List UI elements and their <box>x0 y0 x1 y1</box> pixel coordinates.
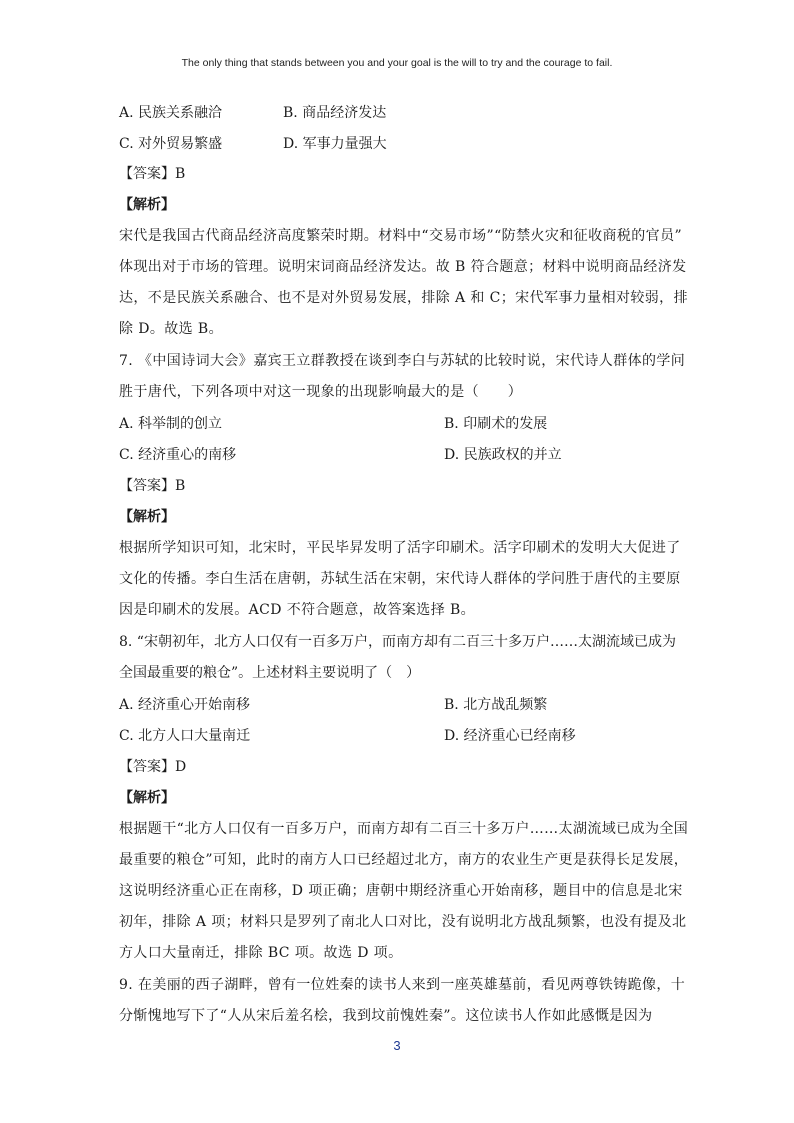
q7-option-c: C. 经济重心的南移 <box>119 447 237 463</box>
q8-analysis-line: 这说明经济重心正在南移，D 项正确；唐朝中期经济重心开始南移，题目中的信息是北宋 <box>119 883 683 899</box>
q6-answer: 【答案】B <box>119 166 186 182</box>
q7-analysis-title: 【解析】 <box>119 509 175 525</box>
q8-analysis-line: 最重要的粮仓”可知，此时的南方人口已经超过北方，南方的农业生产更是获得长足发展， <box>119 852 689 868</box>
q7-analysis-line: 根据所学知识可知，北宋时，平民毕昇发明了活字印刷术。活字印刷术的发明大大促进了 <box>119 540 681 556</box>
q6-analysis-line: 除 D。故选 B。 <box>119 321 224 337</box>
q8-analysis-line: 初年，排除 A 项；材料只是罗列了南北人口对比，没有说明北方战乱频繁，也没有提及北 <box>119 914 687 930</box>
q6-analysis-line: 宋代是我国古代商品经济高度繁荣时期。材料中“交易市场”“防禁火灾和征收商税的官员” <box>119 228 683 244</box>
page-header-quote: The only thing that stands between you and your goal is the will to try and the courage to fail. <box>181 57 613 69</box>
page-number: 3 <box>393 1038 401 1053</box>
q7-analysis-line: 文化的传播。李白生活在唐朝，苏轼生活在宋朝，宋代诗人群体的学问胜于唐代的主要原 <box>119 571 681 587</box>
q7-answer: 【答案】B <box>119 478 186 494</box>
q7-option-a: A. 科举制的创立 <box>119 416 223 432</box>
q6-analysis-line: 达，不是民族关系融合、也不是对外贸易发展，排除 A 和 C；宋代军事力量相对较弱，排 <box>119 290 688 306</box>
q9-stem-line: 分惭愧地写下了“人从宋后羞名桧，我到坟前愧姓秦”。这位读书人作如此感慨是因为 <box>119 1008 653 1024</box>
q6-option-b: B. 商品经济发达 <box>283 105 387 121</box>
q7-stem-line: 7. 《中国诗词大会》嘉宾王立群教授在谈到李白与苏轼的比较时说，宋代诗人群体的学问 <box>119 353 686 369</box>
q8-analysis-line: 方人口大量南迁，排除 BC 项。故选 D 项。 <box>119 945 403 961</box>
q8-option-d: D. 经济重心已经南移 <box>444 728 576 744</box>
q8-option-c: C. 北方人口大量南迁 <box>119 728 251 744</box>
q6-option-c: C. 对外贸易繁盛 <box>119 136 223 152</box>
q7-option-d: D. 民族政权的并立 <box>444 447 562 463</box>
q8-analysis-line: 根据题干“北方人口仅有一百多万户，而南方却有二百三十多万户……太湖流域已成为全国 <box>119 821 689 837</box>
q6-option-d: D. 军事力量强大 <box>283 136 387 152</box>
q8-answer: 【答案】D <box>119 759 187 775</box>
q6-option-a: A. 民族关系融洽 <box>119 105 223 121</box>
q8-stem-line: 8. “宋朝初年，北方人口仅有一百多万户，而南方却有二百三十多万户……太湖流域已成为 <box>119 634 676 650</box>
q8-option-a: A. 经济重心开始南移 <box>119 697 251 713</box>
q7-option-b: B. 印刷术的发展 <box>444 416 548 432</box>
q7-analysis-line: 因是印刷术的发展。ACD 不符合题意，故答案选择 B。 <box>119 602 476 618</box>
q7-stem-line: 胜于唐代，下列各项中对这一现象的出现影响最大的是（ ） <box>119 384 523 400</box>
q6-analysis-title: 【解析】 <box>119 197 175 213</box>
q8-option-b: B. 北方战乱频繁 <box>444 697 548 713</box>
q9-stem-line: 9. 在美丽的西子湖畔，曾有一位姓秦的读书人来到一座英雄墓前，看见两尊铁铸跪像，十 <box>119 977 686 993</box>
q6-analysis-line: 体现出对于市场的管理。说明宋词商品经济发达。故 B 符合题意；材料中说明商品经济发 <box>119 259 687 275</box>
q8-analysis-title: 【解析】 <box>119 790 175 806</box>
q8-stem-line: 全国最重要的粮仓”。上述材料主要说明了（ ） <box>119 665 421 681</box>
